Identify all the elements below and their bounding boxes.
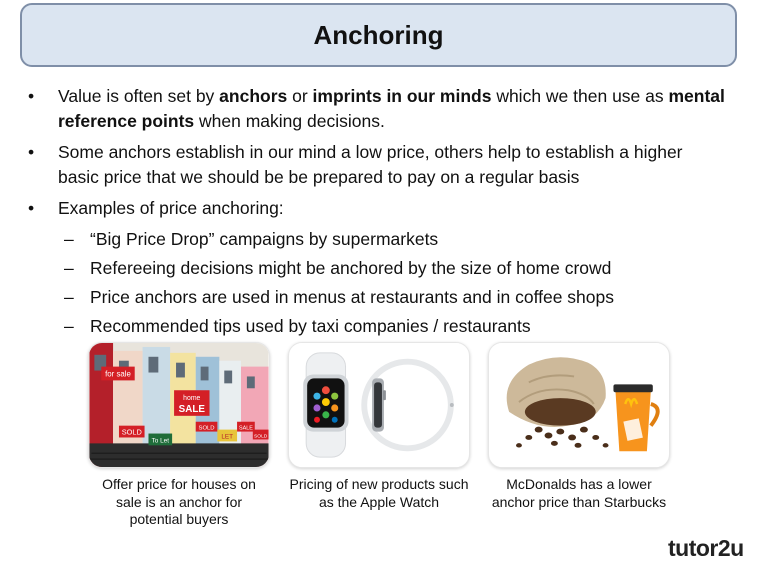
sub-bullet-text: “Big Price Drop” campaigns by supermarkets (90, 229, 439, 249)
bullet-list (28, 84, 728, 343)
bullet-text-bold: mental reference points (58, 86, 725, 131)
sign-text: SALE (239, 425, 253, 432)
sign-text: home (183, 395, 201, 403)
dash-marker: – (64, 287, 74, 307)
apple-watch-illustration (289, 343, 469, 467)
bullet-text: Examples of price anchoring: (58, 198, 284, 218)
bullet-anchors (28, 84, 728, 134)
sign-text: SOLD (253, 434, 268, 440)
bullet-dot: • (28, 86, 35, 106)
coffee-caption: McDonalds has a lower anchor price than Starbucks (491, 476, 667, 510)
tutor2u-logo: tutor2u (668, 535, 744, 561)
sign-text: LET (221, 433, 234, 441)
bullet-text-part: or (287, 86, 313, 106)
sign-text: SOLD (198, 425, 215, 432)
apple-watch-image (288, 342, 470, 468)
sign-text: SOLD (121, 427, 142, 437)
sub-bullet-big-price-drop (28, 227, 728, 252)
dash-marker: – (64, 229, 74, 249)
sub-bullet-refereeing (28, 256, 728, 281)
bullet-text-bold: anchors (219, 86, 288, 106)
dash-marker: – (64, 258, 74, 278)
sub-bullet-text: Refereeing decisions might be anchored by the size of home crowd (90, 258, 612, 278)
dash-marker: – (64, 316, 74, 336)
coffee-illustration (489, 343, 669, 467)
sub-bullet-menus (28, 285, 728, 310)
sign-text: for sale (105, 369, 131, 379)
sub-bullet-text: Price anchors are used in menus at restaurants and in coffee shops (90, 287, 615, 307)
houses-caption: Offer price for houses on sale is an anchor for potential buyers (102, 476, 256, 527)
bullet-examples (28, 196, 728, 221)
houses-illustration (89, 343, 269, 467)
bullet-dot: • (28, 142, 35, 162)
bullet-text: Some anchors establish in our mind a low price, others help to establish a higher basic price that we should be be prepared to pay on a regular basis (58, 142, 683, 187)
bullet-low-price (28, 140, 728, 190)
houses-for-sale-image (88, 342, 270, 468)
sub-bullet-tips (28, 314, 728, 339)
sign-text: To Let (151, 437, 169, 445)
coffee-image (488, 342, 670, 468)
apple-watch-caption: Pricing of new products such as the Apple Watch (289, 476, 469, 510)
bullet-dot: • (28, 198, 35, 218)
sub-bullet-text: Recommended tips used by taxi companies / restaurants (90, 316, 531, 336)
bullet-text-part: which we then use as (491, 86, 669, 106)
bullet-text-part: Value is often set by (58, 86, 220, 106)
bullet-text-bold: imprints in our minds (312, 86, 492, 106)
bullet-text-part: when making decisions. (194, 111, 385, 131)
sign-text: SALE (178, 403, 205, 415)
title-box (20, 3, 737, 67)
slide-title: Anchoring (313, 19, 444, 50)
